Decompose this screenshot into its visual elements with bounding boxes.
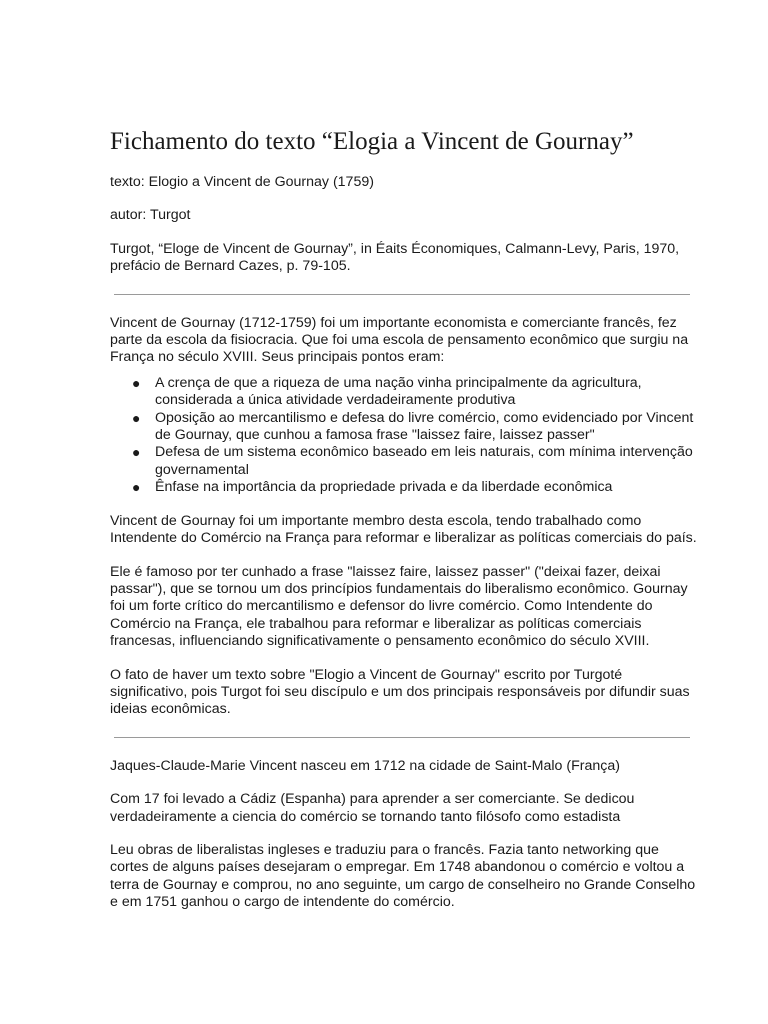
principles-list [110, 375, 700, 497]
body-paragraph: Leu obras de liberalistas ingleses e traduziu para o francês. Fazia tanto networking que cortes de alguns países desejaram o empregar. Em 1748 abandonou o comércio e voltou a terra de Gournay e comprou, no ano seguinte, um cargo de conselheiro no Grande Conselho e em 1751 ganhou o cargo de intendente do comércio. [110, 841, 696, 911]
list-item [110, 444, 700, 479]
bullet-icon: ● [132, 479, 141, 496]
section-divider [114, 737, 690, 738]
list-item [110, 375, 700, 410]
body-paragraph: O fato de haver um texto sobre "Elogio a Vincent de Gournay" escrito por Turgoté significativo, pois Turgot foi seu discípulo e um dos principais responsáveis por difundir suas ideias econômicas. [110, 666, 690, 718]
list-item [110, 479, 700, 496]
bullet-icon: ● [132, 374, 141, 391]
document-title: Fichamento do texto “Elogia a Vincent de Gournay” [110, 128, 634, 155]
list-item [110, 410, 700, 445]
section-divider [114, 294, 690, 295]
body-paragraph: Jaques-Claude-Marie Vincent nasceu em 1712 na cidade de Saint-Malo (França) [110, 757, 620, 774]
list-item-text: Ênfase na importância da propriedade privada e da liberdade econômica [155, 479, 613, 496]
document-page [110, 126, 700, 928]
list-item-text: A crença de que a riqueza de uma nação vinha principalmente da agricultura, considerada a única atividade verdadeiramente produtiva [155, 374, 642, 409]
bullet-icon: ● [132, 409, 141, 426]
body-paragraph: Ele é famoso por ter cunhado a frase "laissez faire, laissez passer" ("deixai fazer, deixai passar"), que se tornou um dos princípios fundamentais do liberalismo econômico. Gournay foi um forte crítico do mercantilismo e defensor do livre comércio. Como Intendente do Comércio na França, ele trabalhou para reformar e liberalizar as políticas comerciais francesas, influenciando significativamente o pensamento econômico do século XVIII. [110, 563, 688, 650]
bullet-icon: ● [132, 444, 141, 461]
meta-autor: autor: Turgot [110, 207, 191, 224]
intro-paragraph: Vincent de Gournay (1712-1759) foi um importante economista e comerciante francês, fez parte da escola da fisiocracia. Que foi uma escola de pensamento econômico que surgiu na França no século XVIII. Seus principais pontos eram: [110, 314, 689, 366]
body-paragraph: Com 17 foi levado a Cádiz (Espanha) para aprender a ser comerciante. Se dedicou verdadeiramente a ciencia do comércio se tornando tanto filósofo como estadista [110, 791, 635, 825]
list-item-text: Oposição ao mercantilismo e defesa do livre comércio, como evidenciado por Vincent de Gournay, que cunhou a famosa frase "laissez faire, laissez passer" [155, 409, 694, 444]
list-item-text: Defesa de um sistema econômico baseado em leis naturais, com mínima intervenção governamental [155, 444, 693, 478]
meta-citation: Turgot, “Eloge de Vincent de Gournay”, in Éaits Économiques, Calmann-Levy, Paris, 1970, prefácio de Bernard Cazes, p. 79-105. [110, 240, 680, 275]
meta-texto: texto: Elogio a Vincent de Gournay (1759) [110, 174, 374, 190]
body-paragraph: Vincent de Gournay foi um importante membro desta escola, tendo trabalhado como Intendente do Comércio na França para reformar e liberalizar as políticas comerciais do país. [110, 512, 697, 547]
